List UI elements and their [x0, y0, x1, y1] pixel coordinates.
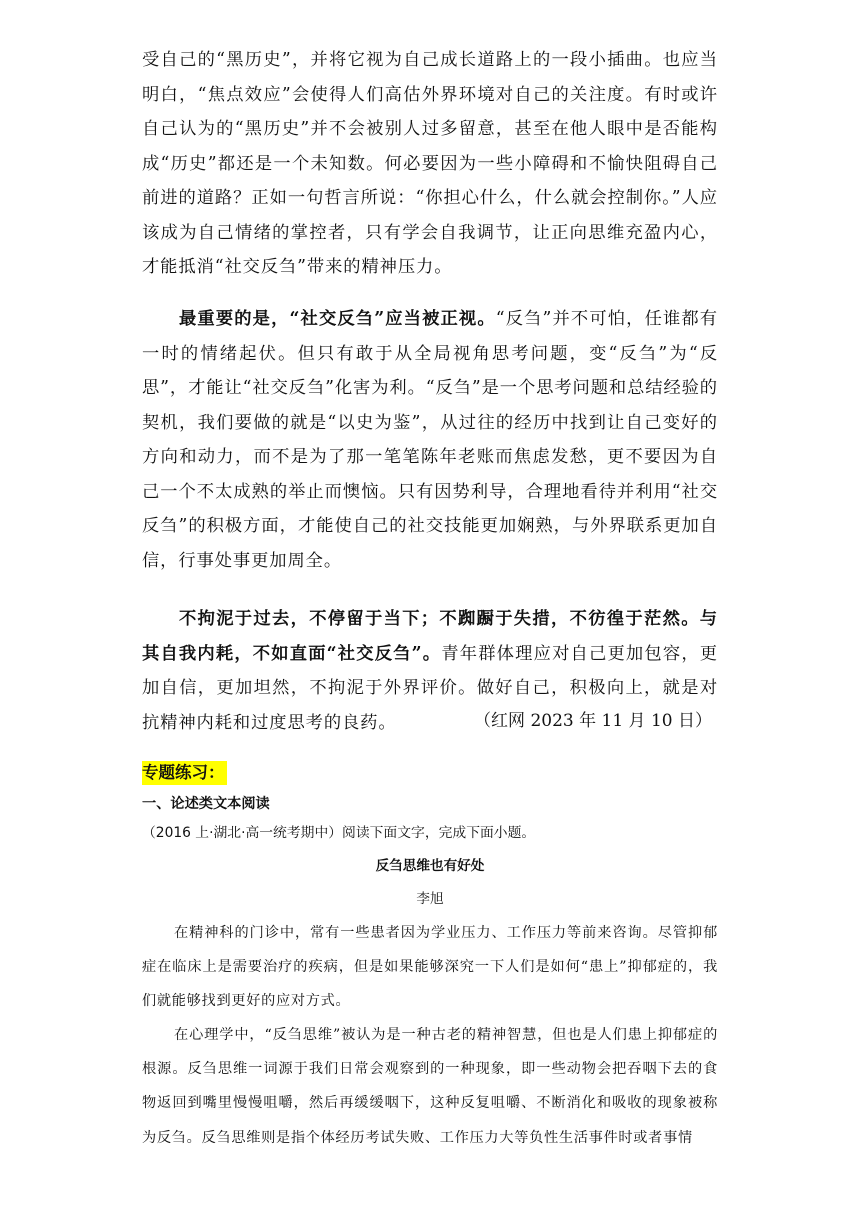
essay-paragraph-3-text: 青年群体理应对自己更加包容，更加自信，更加坦然，不拘泥于外界评价。做好自己，积极向上，就是对抗精神内耗和过度思考的良药。 [142, 643, 718, 733]
essay-paragraph-2-bold: 最重要的是，“社交反刍”应当被正视。 [179, 309, 496, 329]
essay-paragraph-3-bold: 不拘泥于过去，不停留于当下；不踟蹰于失措，不彷徨于茫然。与其自我内耗，不如直面“社交反刍”。 [142, 609, 718, 664]
essay-paragraph-2-text: “反刍”并不可怕，任谁都有一时的情绪起伏。但只有敢于从全局视角思考问题，变“反刍”为“反思”，才能让“社交反刍”化害为利。“反刍”是一个思考问题和总结经验的契机，我们要做的就是“以史为鉴”，从过往的经历中找到让自己变好的方向和动力，而不是为了那一笔笔陈年老账而焦虑发愁，更不要因为自己一个不太成熟的举止而懊恼。只有因势利导，合理地看待并利用“社交反刍”的积极方面，才能使自己的社交技能更加娴熟，与外界联系更加自信，行事处事更加周全。 [142, 309, 718, 571]
essay-paragraph-1 [142, 43, 718, 285]
question-intro: （2016 上·湖北·高一统考期中）阅读下面文字，完成下面小题。 [142, 825, 536, 841]
essay-paragraph-1-text: 受自己的“黑历史”，并将它视为自己成长道路上的一段小插曲。也应当明白，“焦点效应”会使得人们高估外界环境对自己的关注度。有时或许自己认为的“黑历史”并不会被别人过多留意，甚至在他人眼中是否能构成“历史”都还是一个未知数。何必要因为一些小障碍和不愉快阻碍自己前进的道路？正如一句哲言所说：“你担心什么，什么就会控制你。”人应该成为自己情绪的掌控者，只有学会自我调节，让正向思维充盈内心，才能抵消“社交反刍”带来的精神压力。 [142, 50, 718, 277]
article-paragraph-1: 在精神科的门诊中，常有一些患者因为学业压力、工作压力等前来咨询。尽管抑郁症在临床上是需要治疗的疾病，但是如果能够深究一下人们是如何“患上”抑郁症的，我们就能够找到更好的应对方式。 [142, 925, 718, 1010]
section-title: 一、论述类文本阅读 [142, 796, 270, 812]
essay-paragraph-2 [142, 302, 718, 578]
essay-source: （红网 2023 年 11 月 10 日） [474, 711, 712, 731]
exercise-heading: 专题练习： [142, 761, 227, 785]
article-paragraph-2: 在心理学中，“反刍思维”被认为是一种古老的精神智慧，但也是人们患上抑郁症的根源。反刍思维一词源于我们日常会观察到的一种现象，即一些动物会把吞咽下去的食物返回到嘴里慢慢咀嚼，然后再缓缓咽下，这种反复咀嚼、不断消化和吸收的现象被称为反刍。反刍思维则是指个体经历考试失败、工作压力大等负性生活事件时或者事情 [142, 1027, 718, 1146]
article-author: 李旭 [416, 891, 444, 907]
article-title: 反刍思维也有好处 [375, 858, 485, 874]
